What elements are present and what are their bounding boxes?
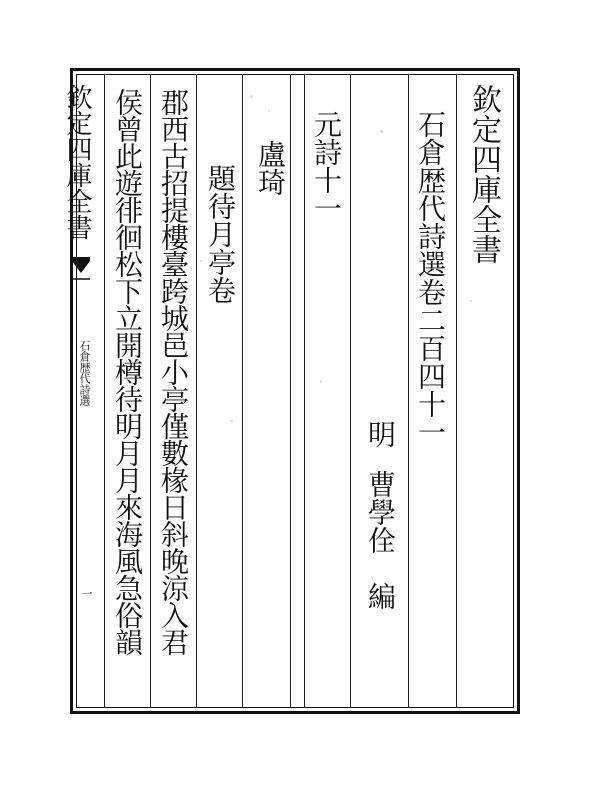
scan-speckle — [250, 95, 253, 98]
column-rule — [290, 74, 291, 708]
poem-title: 題待月亭卷 — [204, 164, 237, 304]
volume-title: 石倉歴代詩選卷二百四十一 — [414, 110, 447, 446]
margin-page-number: 一 — [80, 588, 93, 599]
column-rule — [150, 74, 151, 708]
scan-speckle — [200, 260, 202, 262]
margin-book-header: 欽定四庫全書 — [62, 84, 92, 240]
fishtail-ornament-icon — [66, 255, 96, 285]
column-rule — [456, 74, 457, 708]
section-title: 元詩十一 — [310, 110, 343, 222]
compiler-name: 曹學佺 編 — [364, 470, 397, 610]
dynasty-label: 明 — [364, 420, 397, 448]
scan-speckle — [470, 300, 472, 302]
column-rule — [304, 74, 305, 708]
column-rule — [350, 74, 351, 708]
book-title-header: 欽定四庫全書 — [466, 84, 501, 264]
scan-speckle — [230, 420, 233, 422]
column-rule — [196, 74, 197, 708]
author-name: 盧琦 — [254, 140, 287, 196]
poem-line-2: 侯曾此遊徘徊松下立開樽待明月月來海風急俗韻 — [111, 88, 144, 655]
column-rule — [408, 74, 409, 708]
column-rule — [104, 74, 105, 708]
margin-title-note: 石倉歴代詩選 — [78, 340, 91, 406]
scan-speckle — [380, 130, 383, 133]
poem-line-1: 郡西古招提樓臺跨城邑小亭僅數椽日斜晚涼入君 — [157, 88, 190, 655]
scan-speckle — [320, 380, 322, 383]
column-rule — [242, 74, 243, 708]
scan-speckle — [268, 110, 270, 112]
